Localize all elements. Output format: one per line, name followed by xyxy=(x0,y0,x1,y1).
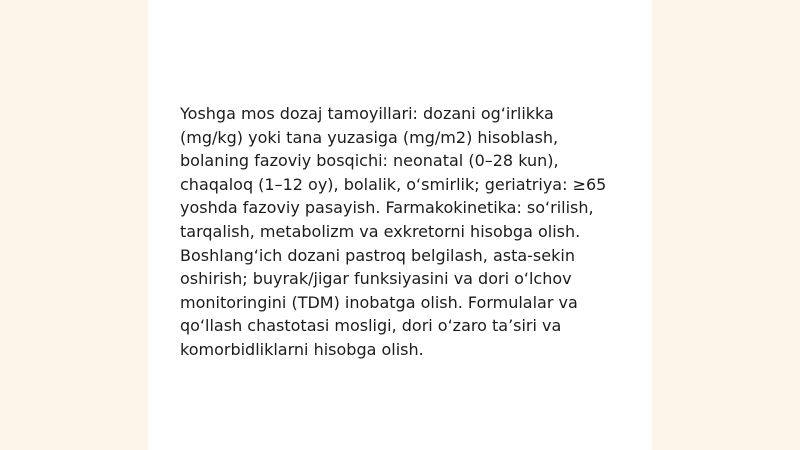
document-page xyxy=(148,0,656,450)
right-margin xyxy=(652,0,800,450)
body-paragraph: Yoshga mos dozaj tamoyillari: dozani og‘irlikka (mg/kg) yoki tana yuzasiga (mg/m2) hisoblash, bolaning fazoviy bosqichi: neonatal (0–28 kun), chaqaloq (1–12 oy), bolalik, o‘smirlik; geriatriya: ≥65 yoshda fazoviy pasayish. Farmakokinetika: so‘rilish, tarqalish, metabolizm va exkretorni hisobga olish. Boshlang‘ich dozani pastroq belgilash, asta-sekin oshirish; buyrak/jigar funksiyasini va dori o‘lchov monitoringini (TDM) inobatga olish. Formulalar va qo‘llash chastotasi mosligi, dori o‘zaro ta’siri va komorbidliklarni hisobga olish. xyxy=(180,104,607,359)
left-margin xyxy=(0,0,148,450)
